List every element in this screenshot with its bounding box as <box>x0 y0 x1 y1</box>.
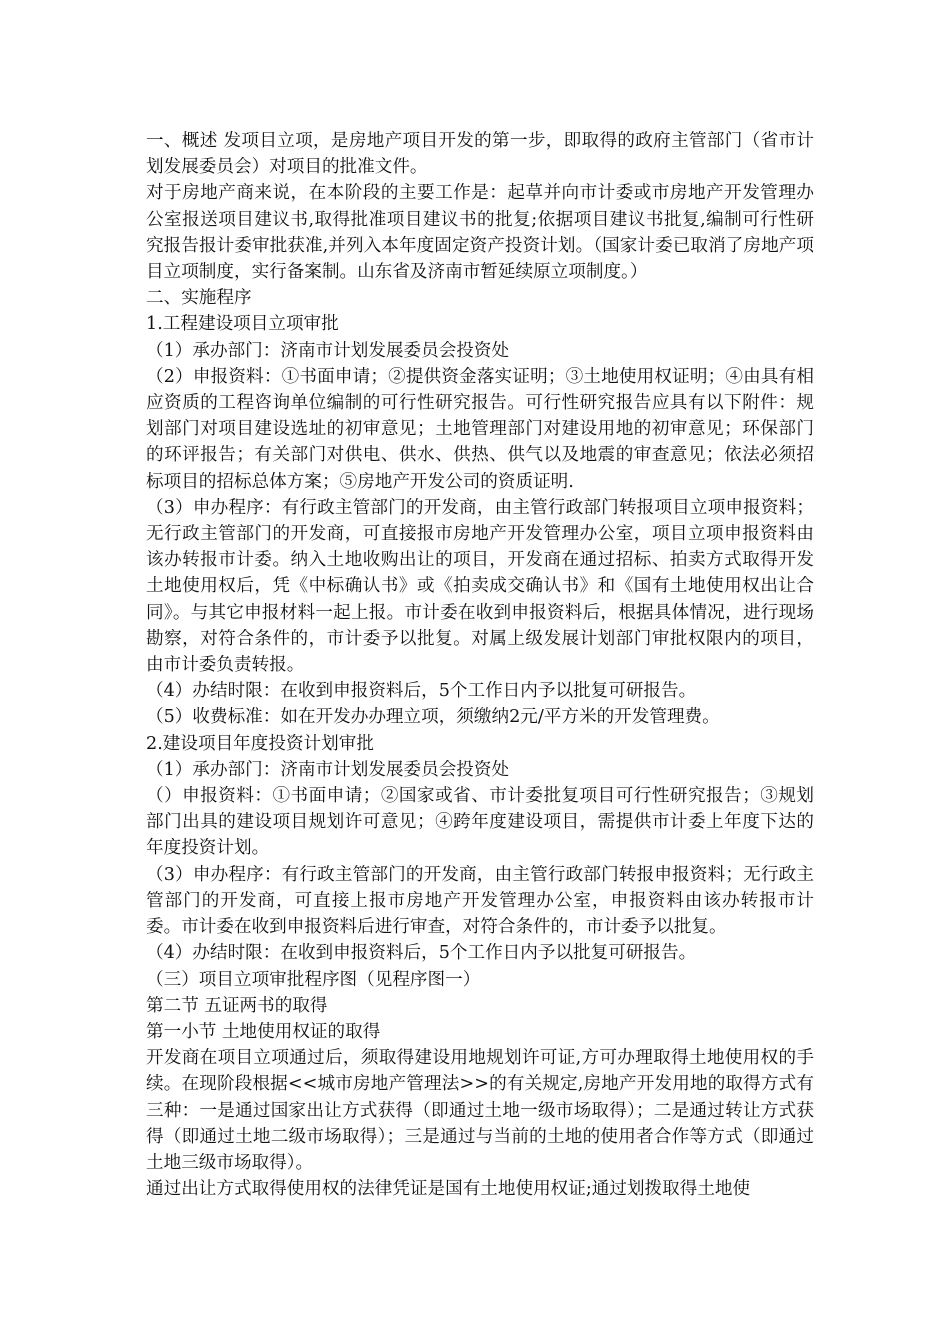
paragraph-overview: 一、概述 发项目立项，是房地产项目开发的第一步，即取得的政府主管部门（省市计划发展委员会）对项目的批准文件。 <box>146 131 814 178</box>
paragraph-developer-work: 对于房地产商来说，在本阶段的主要工作是：起草并向市计委或市房地产开发管理办公室报送项目建议书,取得批准项目建议书的批复;依据项目建议书批复,编制可行性研究报告报计委审批获准,并列入本年度固定资产投资计划。（国家计委已取消了房地产项目立项制度，实行备案制。山东省及济南市暂延续原立项制度。） <box>146 183 814 283</box>
heading-section-two: 第二节 五证两书的取得 <box>146 995 328 1016</box>
heading-annual-investment-plan: 2.建设项目年度投资计划审批 <box>146 733 374 754</box>
list-item-application-procedure: （3）申办程序：有行政主管部门的开发商，由主管行政部门转报项目立项申报资料；无行政主管部门的开发商，可直接报市房地产开发管理办公室，项目立项申报资料由该办转报市计委。纳入土地收购出让的项目，开发商在通过招标、拍卖方式取得开发土地使用权后，凭《中标确认书》或《拍卖成交确认书》和《国有土地使用权出让合同》。与其它申报材料一起上报。市计委在收到申报资料后，根据具体情况，进行现场勘察，对符合条件的，市计委予以批复。对属上级发展计划部门审批权限内的项目，由市计委负责转报。 <box>146 497 814 676</box>
document-body <box>146 128 814 1202</box>
list-item-fee-standard: （5）收费标准：如在开发办办理立项，须缴纳2元/平方米的开发管理费。 <box>146 707 720 728</box>
paragraph-legal-certificate: 通过出让方式取得使用权的法律凭证是国有土地使用权证;通过划拨取得土地使 <box>146 1179 751 1200</box>
list-item-time-limit: （4）办结时限：在收到申报资料后，5个工作日内予以批复可研报告。 <box>146 681 697 702</box>
heading-approval-flowchart: （三）项目立项审批程序图（见程序图一） <box>146 969 481 990</box>
heading-subsection-one: 第一小节 土地使用权证的取得 <box>146 1021 381 1042</box>
list-item-department: （1）承办部门：济南市计划发展委员会投资处 <box>146 340 510 361</box>
paragraph-land-use-rights: 开发商在项目立项通过后，须取得建设用地规划许可证,方可办理取得土地使用权的手续。在现阶段根据<<城市房地产管理法>>的有关规定,房地产开发用地的取得方式有三种：一是通过国家出让方式获得（即通过土地一级市场取得）；二是通过转让方式获得（即通过土地二级市场取得）；三是通过与当前的土地的使用者合作等方式（即通过土地三级市场取得）。 <box>146 1048 814 1173</box>
list-item-application-materials: （2）申报资料：①书面申请；②提供资金落实证明；③土地使用权证明；④由具有相应资质的工程咨询单位编制的可行性研究报告。可行性研究报告应具有以下附件：规划部门对项目建设选址的初审意见；土地管理部门对建设用地的初审意见；环保部门的环评报告；有关部门对供电、供水、供热、供气以及地震的审查意见；依法必须招标项目的招标总体方案；⑤房地产开发公司的资质证明. <box>146 366 814 492</box>
list-item-application-procedure-2: （3）申办程序：有行政主管部门的开发商，由主管行政部门转报申报资料；无行政主管部门的开发商，可直接上报市房地产开发管理办公室，申报资料由该办转报市计委。市计委在收到申报资料后进行审查，对符合条件的，市计委予以批复。 <box>146 864 814 938</box>
list-item-time-limit-2: （4）办结时限：在收到申报资料后，5个工作日内予以批复可研报告。 <box>146 943 697 964</box>
heading-implementation-procedure: 二、实施程序 <box>146 288 252 309</box>
list-item-department-2: （1）承办部门：济南市计划发展委员会投资处 <box>146 759 510 780</box>
heading-project-approval: 1.工程建设项目立项审批 <box>146 314 339 335</box>
list-item-application-materials-2: （）申报资料：①书面申请；②国家或省、市计委批复项目可行性研究报告；③规划部门出具的建设项目规划许可意见；④跨年度建设项目，需提供市计委上年度下达的年度投资计划。 <box>146 786 814 859</box>
